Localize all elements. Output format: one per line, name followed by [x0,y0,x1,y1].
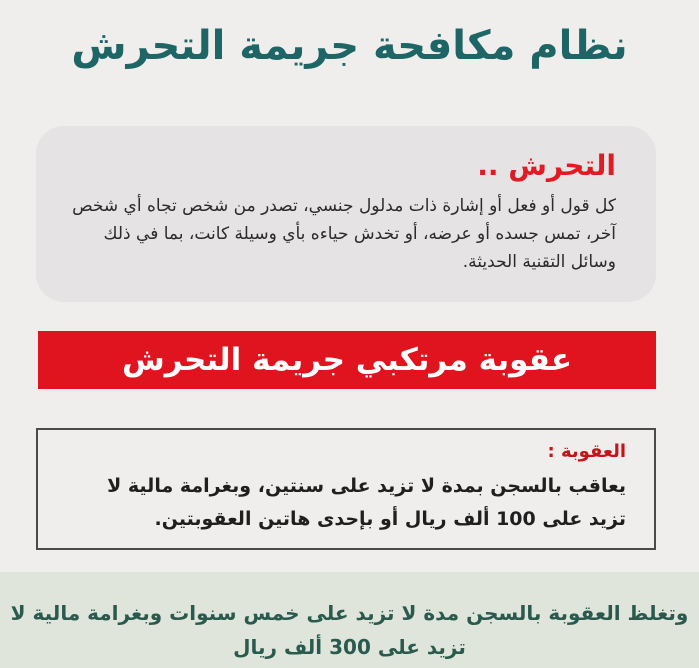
penalty-text: يعاقب بالسجن بمدة لا تزيد على سنتين، وبغرامة مالية لا تزيد على 100 ألف ريال أو بإحدى هاتين العقوبتين. [107,475,626,530]
definition-text: كل قول أو فعل أو إشارة ذات مدلول جنسي، تصدر من شخص تجاه أي شخص آخر، تمس جسده أو عرضه، أو تخدش حياءه بأي وسيلة كانت، بما في ذلك وسائل التقنية الحديثة. [72,196,616,272]
penalty-box [36,428,656,550]
aggravated-penalty-text: وتغلظ العقوبة بالسجن مدة لا تزيد على خمس سنوات وبغرامة مالية لا تزيد على 300 ألف ريال [10,601,689,659]
definition-heading: التحرش .. [477,149,616,182]
penalty-banner: عقوبة مرتكبي جريمة التحرش [38,331,656,389]
page-title: نظام مكافحة جريمة التحرش [71,23,628,69]
penalty-label: العقوبة : [547,441,626,462]
definition-card [36,126,656,302]
aggravated-penalty-section [0,572,699,668]
